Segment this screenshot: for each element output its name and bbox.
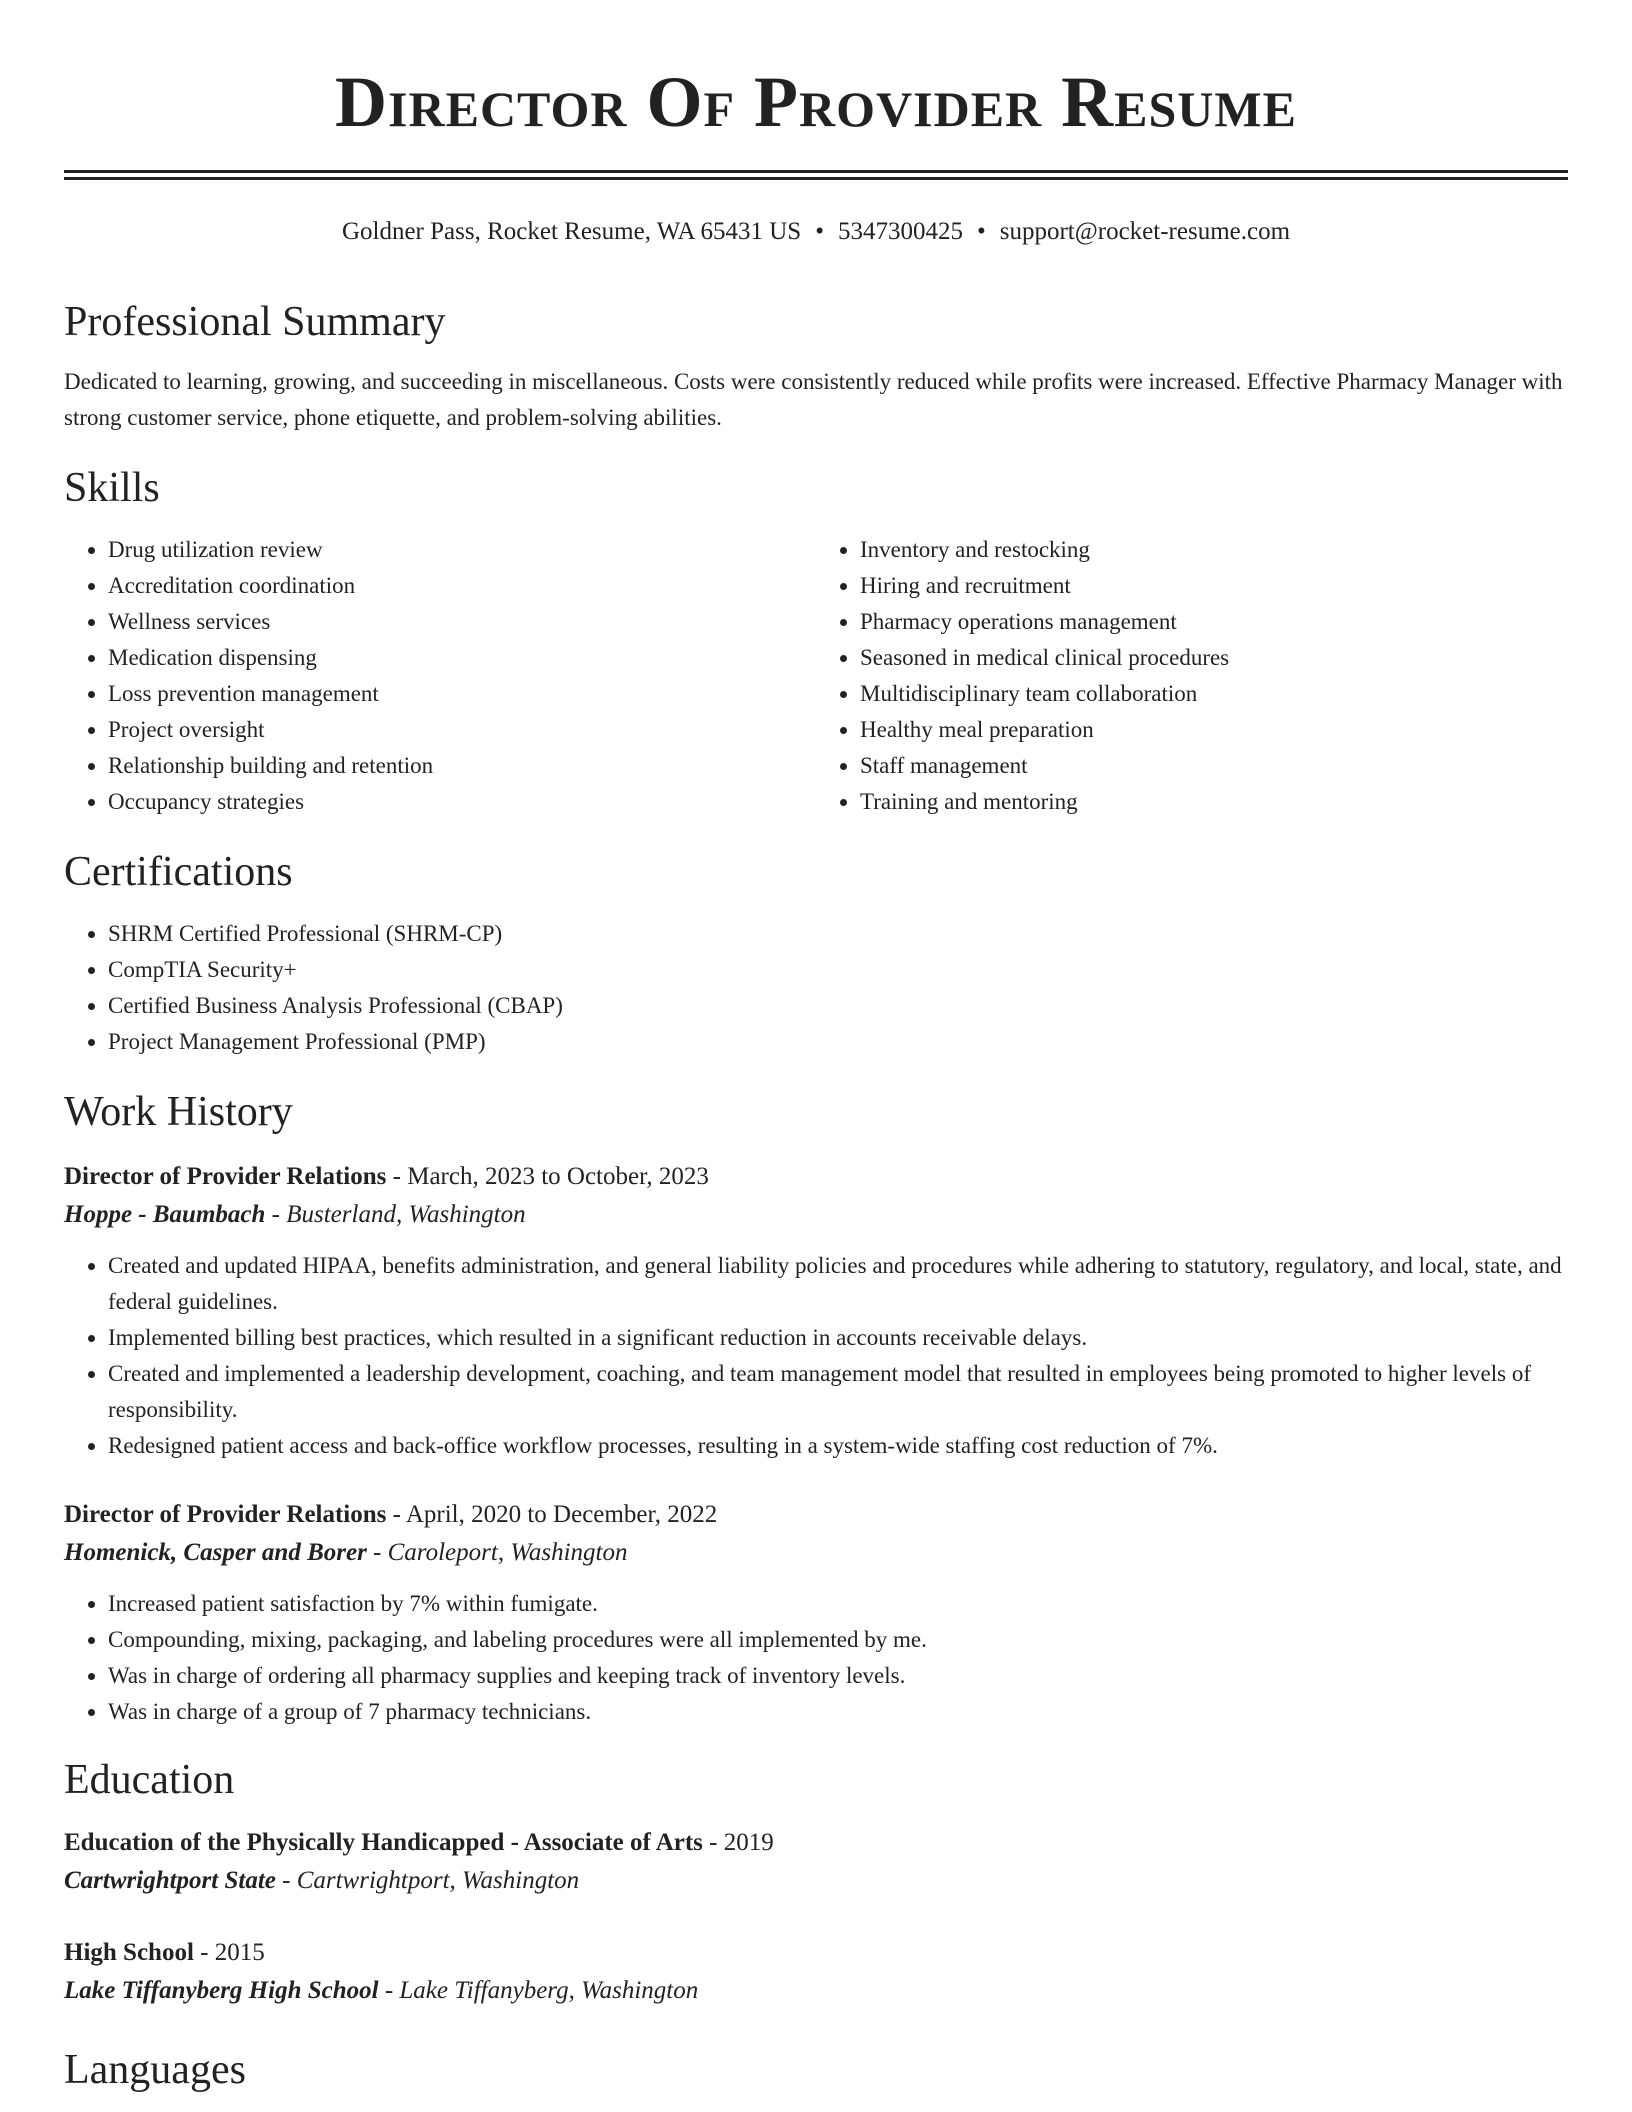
- skill-item: • Training and mentoring: [860, 784, 1568, 820]
- skill-item: • Seasoned in medical clinical procedures: [860, 640, 1568, 676]
- title-divider: [64, 170, 1568, 180]
- certifications-heading: Certifications: [64, 849, 293, 895]
- resume-title: Director Of Provider Resume: [335, 62, 1297, 142]
- skill-item: • Project oversight: [108, 712, 816, 748]
- contact-address: Goldner Pass, Rocket Resume, WA 65431 US: [341, 218, 802, 245]
- contact-email: support@rocket-resume.com: [999, 218, 1291, 245]
- education-year: - 2019: [702, 1829, 774, 1856]
- skill-item: • Drug utilization review: [108, 532, 816, 568]
- skills-list-left: [64, 532, 816, 820]
- education-school-line: [64, 1972, 1568, 2010]
- certifications-list: [64, 916, 1568, 1060]
- contact-separator: •: [815, 218, 824, 245]
- job-location: - Caroleport, Washington: [366, 1539, 628, 1566]
- job-company-line: [64, 1196, 1568, 1234]
- certification-item: • Project Management Professional (PMP): [108, 1024, 1568, 1060]
- skill-item: • Accreditation coordination: [108, 568, 816, 604]
- summary-heading: Professional Summary: [64, 299, 446, 345]
- job-bullets: [64, 1586, 1568, 1730]
- job-bullet: • Was in charge of a group of 7 pharmacy technicians.: [108, 1694, 1568, 1730]
- skill-item: • Loss prevention management: [108, 676, 816, 712]
- work-history-heading: Work History: [64, 1089, 293, 1135]
- certification-item: • Certified Business Analysis Professional (CBAP): [108, 988, 1568, 1024]
- education-location: - Cartwrightport, Washington: [275, 1867, 580, 1894]
- job-title-line: [64, 1158, 1568, 1196]
- job-bullet: • Created and implemented a leadership development, coaching, and team management model that resulted in employees being promoted to higher levels of responsibility.: [108, 1356, 1568, 1428]
- job-location: - Busterland, Washington: [265, 1201, 526, 1228]
- job-bullet: • Increased patient satisfaction by 7% within fumigate.: [108, 1586, 1568, 1622]
- education-degree: High School: [64, 1939, 194, 1966]
- job-title: Director of Provider Relations: [64, 1501, 387, 1528]
- skill-item: • Multidisciplinary team collaboration: [860, 676, 1568, 712]
- job-company: Homenick, Casper and Borer: [64, 1539, 367, 1566]
- skill-item: • Staff management: [860, 748, 1568, 784]
- skill-item: • Inventory and restocking: [860, 532, 1568, 568]
- education-heading: Education: [64, 1757, 235, 1803]
- skill-item: • Wellness services: [108, 604, 816, 640]
- skill-item: • Relationship building and retention: [108, 748, 816, 784]
- education-location: - Lake Tiffanyberg, Washington: [378, 1977, 699, 2004]
- job-entry: [64, 1158, 1568, 1464]
- education-degree: Education of the Physically Handicapped - Associate of Arts: [64, 1829, 703, 1856]
- summary-text: Dedicated to learning, growing, and succeeding in miscellaneous. Costs were consistently reduced while profits were increased. Effective Pharmacy Manager with strong customer service, phone etiquette, and problem-solving abilities.: [64, 369, 1563, 430]
- certification-item: • SHRM Certified Professional (SHRM-CP): [108, 916, 1568, 952]
- job-company-line: [64, 1534, 1568, 1572]
- skills-grid: [64, 532, 1568, 820]
- education-entry: [64, 1934, 1568, 2010]
- skill-item: • Medication dispensing: [108, 640, 816, 676]
- skills-heading: Skills: [64, 465, 160, 511]
- education-school-line: [64, 1862, 1568, 1900]
- education-degree-line: [64, 1824, 1568, 1862]
- languages-heading: Languages: [64, 2047, 246, 2093]
- skill-item: • Occupancy strategies: [108, 784, 816, 820]
- education-school: Lake Tiffanyberg High School: [64, 1977, 379, 2004]
- job-entry: [64, 1496, 1568, 1730]
- job-bullet: • Redesigned patient access and back-office workflow processes, resulting in a system-wide staffing cost reduction of 7%.: [108, 1428, 1568, 1464]
- education-degree-line: [64, 1934, 1568, 1972]
- job-company: Hoppe - Baumbach: [64, 1201, 266, 1228]
- job-title: Director of Provider Relations: [64, 1163, 387, 1190]
- education-entry: [64, 1824, 1568, 1900]
- contact-line: [64, 216, 1568, 248]
- job-bullet: • Was in charge of ordering all pharmacy supplies and keeping track of inventory levels.: [108, 1658, 1568, 1694]
- job-bullet: • Compounding, mixing, packaging, and labeling procedures were all implemented by me.: [108, 1622, 1568, 1658]
- certification-item: • CompTIA Security+: [108, 952, 1568, 988]
- skill-item: • Healthy meal preparation: [860, 712, 1568, 748]
- skill-item: • Hiring and recruitment: [860, 568, 1568, 604]
- job-bullets: [64, 1248, 1568, 1464]
- job-bullet: • Created and updated HIPAA, benefits administration, and general liability policies and procedures while adhering to statutory, regulatory, and local, state, and federal guidelines.: [108, 1248, 1568, 1320]
- skills-list-right: [816, 532, 1568, 820]
- job-dates: - April, 2020 to December, 2022: [386, 1501, 718, 1528]
- education-school: Cartwrightport State: [64, 1867, 276, 1894]
- education-year: - 2015: [193, 1939, 265, 1966]
- skill-item: • Pharmacy operations management: [860, 604, 1568, 640]
- job-dates: - March, 2023 to October, 2023: [386, 1163, 709, 1190]
- contact-phone: 5347300425: [837, 218, 963, 245]
- contact-separator: •: [976, 218, 986, 245]
- job-title-line: [64, 1496, 1568, 1534]
- job-bullet: • Implemented billing best practices, which resulted in a significant reduction in accounts receivable delays.: [108, 1320, 1568, 1356]
